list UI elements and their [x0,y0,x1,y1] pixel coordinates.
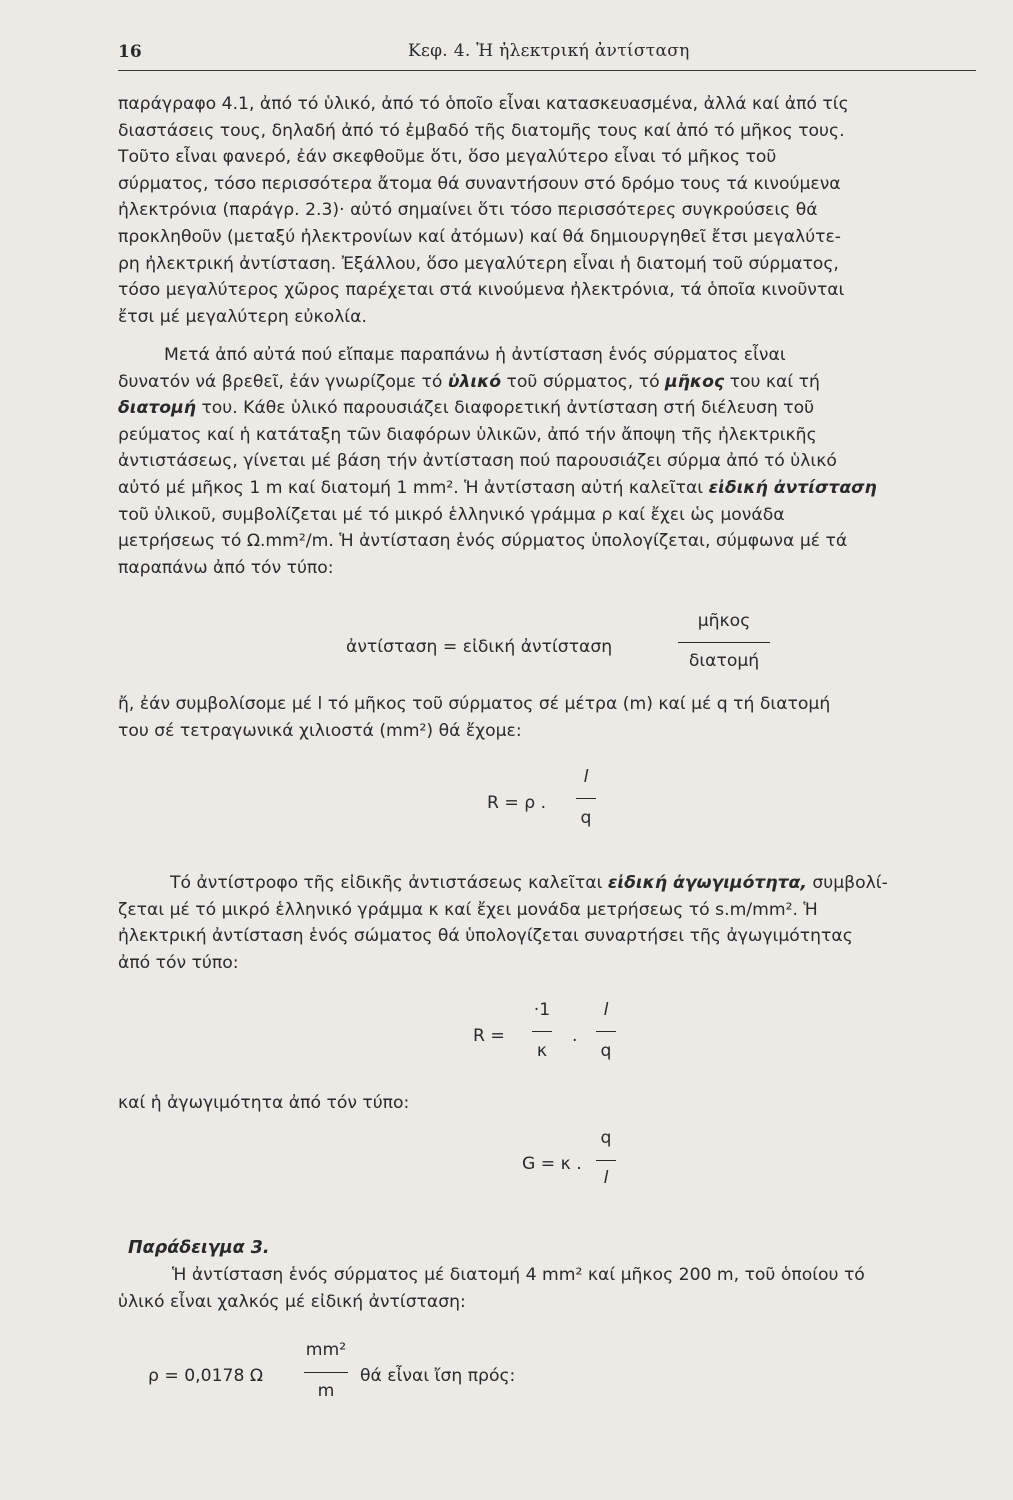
text-line: ἠλεκτρόνια (παράγρ. 2.3)· αὐτό σημαίνει ὅτι τόσο περισσότερες συγκρούσεις θά [118,200,818,221]
emphasis-cross-section: διατομή [118,398,196,419]
formula-denominator: m [317,1381,335,1401]
text-line: παράγραφο 4.1, ἀπό τό ὑλικό, ἀπό τό ὁποῖο εἶναι κατασκευασμένα, ἀλλά καί ἀπό τίς [118,94,849,114]
example-paragraph [118,1262,980,1315]
fraction-bar [532,1031,552,1032]
formula-rhs: θά εἶναι ἴση πρός: [360,1366,516,1386]
text-line: ρη ἠλεκτρική ἀντίσταση. Ἐξάλλου, ὅσο μεγαλύτερη εἶναι ἡ διατομή τοῦ σύρματος, [118,253,839,274]
emphasis-specific-resistance: εἰδική ἀντίσταση [708,477,877,498]
text-line: τοῦ ὑλικοῦ, συμβολίζεται μέ τό μικρό ἑλληνικό γράμμα ρ καί ἔχει ὡς μονάδα [118,504,785,525]
emphasis-conductivity: εἰδική ἀγωγιμότητα, [607,873,807,893]
text-line: ζεται μέ τό μικρό ἑλληνικό γράμμα κ καί ἔχει μονάδα μετρήσεως τό s.m/mm². Ἡ [118,899,818,920]
text-line: ἔτσι μέ μεγαλύτερη εὐκολία. [118,306,367,327]
text-line: ρεύματος καί ἡ κατάταξη τῶν διαφόρων ὑλικῶν, ἀπό τήν ἄποψη τῆς ἠλεκτρικῆς [118,424,817,445]
formula-numerator: l [583,767,589,787]
text-line: ἠλεκτρική ἀντίσταση ἑνός σώματος θά ὑπολογίζεται συναρτήσει τῆς ἀγωγιμότητας [118,926,853,947]
text-line: αὐτό μέ μῆκος 1 m καί διατομή 1 mm². Ἡ ἀντίσταση αὐτή καλεῖται εἰδική ἀντίσταση [118,477,877,498]
fraction-bar [304,1372,348,1373]
emphasis-material: ὑλικό [447,371,502,392]
page-header [118,34,976,71]
formula-denominator: διατομή [688,651,760,671]
text-line: μετρήσεως τό Ω.mm²/m. Ἡ ἀντίσταση ἑνός σύρματος ὑπολογίζεται, σύμφωνα μέ τά [118,531,848,552]
formula-numerator: l [603,1000,609,1020]
paragraph-1 [118,91,980,330]
formula-numerator: mm² [305,1340,347,1360]
text-line: παραπάνω ἀπό τόν τύπο: [118,557,334,578]
formula-lhs: ἀντίσταση = εἰδική ἀντίσταση [346,637,613,657]
text-line: ἀπό τόν τύπο: [118,952,239,973]
formula-lhs: R = ρ . [487,793,547,813]
text-line: προκληθοῦν (μεταξύ ἠλεκτρονίων καί ἀτόμων) καί θά δημιουργηθεῖ ἔτσι μεγαλύτε- [118,226,841,247]
text-line: τόσο μεγαλύτερος χῶρος παρέχεται στά κινούμενα ἠλεκτρόνια, τά ὁποῖα κινοῦνται [118,280,845,301]
text-line: ἀντιστάσεως, γίνεται μέ βάση τήν ἀντίσταση πού παρουσιάζει σύρμα ἀπό τό ὑλικό [118,451,837,472]
example-heading: Παράδειγμα 3. [128,1238,270,1258]
formula-numerator: ·1 [533,1000,551,1020]
text-line: Ἡ ἀντίσταση ἑνός σύρματος μέ διατομή 4 mm² καί μῆκος 200 m, τοῦ ὁποίου τό [172,1265,865,1285]
paragraph-4 [118,870,980,976]
text-line: καί ἡ ἀγωγιμότητα ἀπό τόν τύπο: [118,1093,410,1113]
formula-numerator: q [600,1128,612,1148]
formula-dot: . [572,1026,578,1046]
paragraph-3 [118,691,980,744]
formula-denominator: q [580,808,592,828]
emphasis-length: μῆκος [665,371,725,392]
paragraph-2 [118,342,980,581]
fraction-bar [596,1031,616,1032]
text-line: ἤ, ἐάν συμβολίσομε μέ l τό μῆκος τοῦ σύρματος σέ μέτρα (m) καί μέ q τή διατομή [118,694,831,714]
formula-numerator: μῆκος [697,611,751,631]
page-number: 16 [118,42,142,62]
fraction-bar [678,642,770,643]
formula-denominator: κ [536,1041,548,1061]
text-line: Τοῦτο εἶναι φανερό, ἐάν σκεφθοῦμε ὅτι, ὅσο μεγαλύτερο εἶναι τό μῆκος τοῦ [118,147,777,168]
fraction-bar [576,798,596,799]
text-line: διαστάσεις τους, δηλαδή ἀπό τό ἐμβαδό τῆς διατομῆς τους καί ἀπό τό μῆκος τους. [118,120,845,141]
formula-lhs: ρ = 0,0178 Ω [148,1366,263,1386]
text-line: Τό ἀντίστροφο τῆς εἰδικῆς ἀντιστάσεως καλεῖται εἰδική ἀγωγιμότητα, συμβολί- [170,873,888,893]
text-line: ὑλικό εἶναι χαλκός μέ εἰδική ἀντίσταση: [118,1291,466,1312]
formula-lhs: R = [473,1026,505,1046]
formula-lhs: G = κ . [522,1154,582,1174]
paragraph-5 [118,1090,980,1117]
text-line: δυνατόν νά βρεθεῖ, ἐάν γνωρίζομε τό ὑλικό τοῦ σύρματος, τό μῆκος του καί τή [118,371,820,392]
formula-denominator: q [600,1041,612,1061]
text-line: του σέ τετραγωνικά χιλιοστά (mm²) θά ἔχομε: [118,720,522,741]
text-line: σύρματος, τόσο περισσότερα ἄτομα θά συναντήσουν στό δρόμο τους τά κινούμενα [118,173,841,194]
formula-denominator: l [603,1168,609,1188]
text-line: Μετά ἀπό αὐτά πού εἴπαμε παραπάνω ἡ ἀντίσταση ἑνός σύρματος εἶναι [164,345,786,365]
chapter-title: Κεφ. 4. Ἡ ἠλεκτρική ἀντίσταση [408,41,690,61]
fraction-bar [596,1160,616,1161]
text-line: διατομή του. Κάθε ὑλικό παρουσιάζει διαφορετική ἀντίσταση στή διέλευση τοῦ [118,398,815,419]
